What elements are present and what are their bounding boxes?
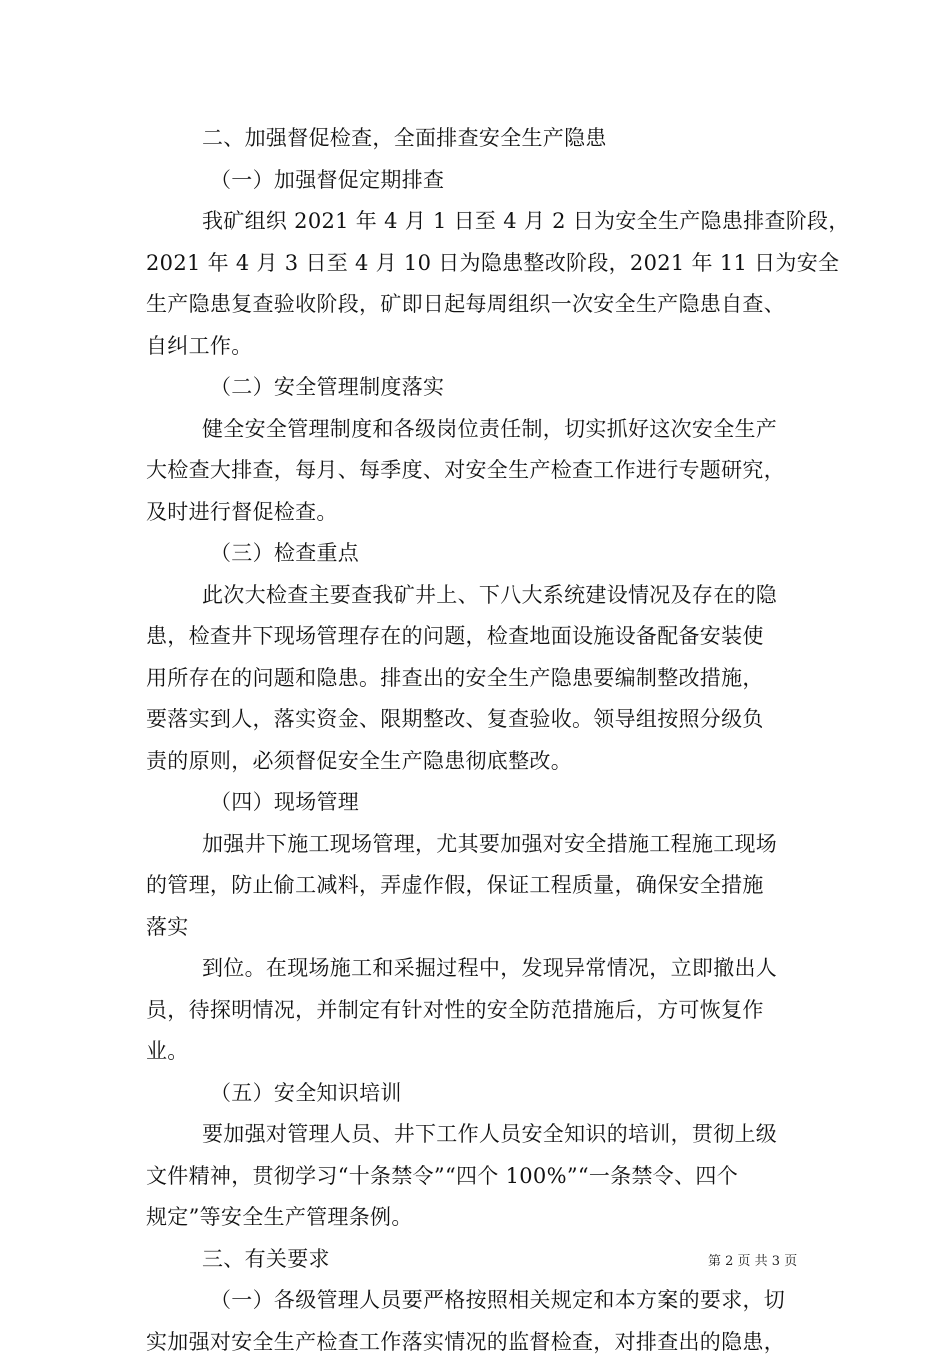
text-line: 大检查大排查，每月、每季度、对安全生产检查工作进行专题研究， bbox=[146, 450, 826, 492]
text-line: 的管理，防止偷工减料，弄虚作假，保证工程质量，确保安全措施 bbox=[146, 865, 826, 907]
text-line: 2021 年 4 月 3 日至 4 月 10 日为隐患整改阶段，2021 年 11 日为安全 bbox=[146, 243, 826, 285]
text-line: 落实 bbox=[146, 907, 826, 949]
text-line: （一）加强督促定期排查 bbox=[146, 160, 826, 202]
text-line: （四）现场管理 bbox=[146, 782, 826, 824]
text-line: 到位。在现场施工和采掘过程中，发现异常情况，立即撤出人 bbox=[146, 948, 826, 990]
text-line: 规定”等安全生产管理条例。 bbox=[146, 1197, 826, 1239]
document-body bbox=[146, 118, 826, 1363]
text-line: 员，待探明情况，并制定有针对性的安全防范措施后，方可恢复作 bbox=[146, 990, 826, 1032]
text-line: 三、有关要求 bbox=[146, 1239, 826, 1281]
text-line: 文件精神，贯彻学习“十条禁令”“四个 100%”“一条禁令、四个 bbox=[146, 1156, 826, 1198]
text-line: （二）安全管理制度落实 bbox=[146, 367, 826, 409]
text-line: 健全安全管理制度和各级岗位责任制，切实抓好这次安全生产 bbox=[146, 409, 826, 451]
text-line: 用所存在的问题和隐患。排查出的安全生产隐患要编制整改措施， bbox=[146, 658, 826, 700]
text-line: 二、加强督促检查，全面排查安全生产隐患 bbox=[146, 118, 826, 160]
text-line: 患，检查井下现场管理存在的问题，检查地面设施设备配备安装使 bbox=[146, 616, 826, 658]
text-line: 业。 bbox=[146, 1031, 826, 1073]
text-line: （一）各级管理人员要严格按照相关规定和本方案的要求，切 bbox=[146, 1280, 826, 1322]
text-line: 要落实到人，落实资金、限期整改、复查验收。领导组按照分级负 bbox=[146, 699, 826, 741]
text-line: 责的原则，必须督促安全生产隐患彻底整改。 bbox=[146, 741, 826, 783]
text-line: 及时进行督促检查。 bbox=[146, 492, 826, 534]
text-line: 此次大检查主要查我矿井上、下八大系统建设情况及存在的隐 bbox=[146, 575, 826, 617]
text-line: 要加强对管理人员、井下工作人员安全知识的培训，贯彻上级 bbox=[146, 1114, 826, 1156]
text-line: （三）检查重点 bbox=[146, 533, 826, 575]
text-line: 自纠工作。 bbox=[146, 326, 826, 368]
text-line: 实加强对安全生产检查工作落实情况的监督检查，对排查出的隐患， bbox=[146, 1322, 826, 1363]
text-line: 加强井下施工现场管理，尤其要加强对安全措施工程施工现场 bbox=[146, 824, 826, 866]
page-number: 第 2 页 共 3 页 bbox=[708, 1250, 797, 1269]
text-line: 我矿组织 2021 年 4 月 1 日至 4 月 2 日为安全生产隐患排查阶段， bbox=[146, 201, 826, 243]
text-line: （五）安全知识培训 bbox=[146, 1073, 826, 1115]
text-line: 生产隐患复查验收阶段，矿即日起每周组织一次安全生产隐患自查、 bbox=[146, 284, 826, 326]
